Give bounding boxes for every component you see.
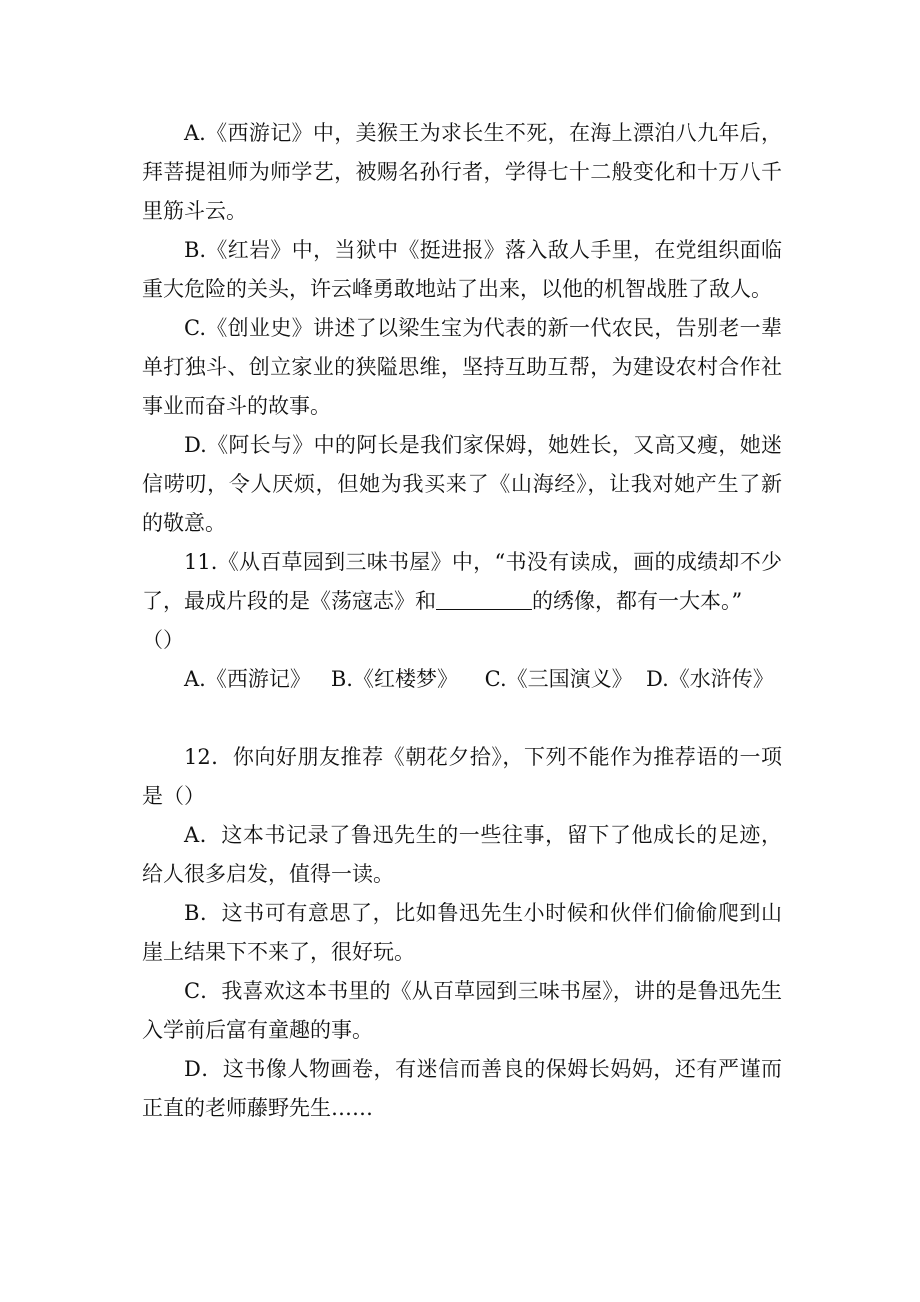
q10-option-a: A.《西游记》中，美猴王为求长生不死，在海上漂泊八九年后，拜菩提祖师为师学艺，被赐名孙行者，学得七十二般变化和十万八千里筋斗云。 <box>142 121 782 223</box>
q12-option-d: D．这书像人物画卷，有迷信而善良的保姆长妈妈，还有严谨而正直的老师藤野先生…… <box>142 1057 782 1120</box>
q10-option-c: C.《创业史》讲述了以梁生宝为代表的新一代农民，告别老一辈单打独斗、创立家业的狭隘思维，坚持互助互帮，为建设农村合作社事业而奋斗的故事。 <box>142 316 782 418</box>
q12-option-c: C．我喜欢这本书里的《从百草园到三味书屋》，讲的是鲁迅先生入学前后富有童趣的事。 <box>142 979 782 1042</box>
q11-answer-paren: （） <box>142 628 184 652</box>
q11-stem-after-blank: 的绣像，都有一大本。” <box>532 589 743 613</box>
q10-option-b: B.《红岩》中，当狱中《挺进报》落入敌人手里，在党组织面临重大危险的关头，许云峰勇敢地站了出来，以他的机智战胜了敌人。 <box>142 238 782 301</box>
q11-stem-before-blank: 11.《从百草园到三味书屋》中，“书没有读成，画的成绩却不少了，最成片段的是《荡寇志》和 <box>142 550 782 613</box>
q11-options: A.《西游记》 B.《红楼梦》 C.《三国演义》 D.《水浒传》 <box>184 667 774 691</box>
document-body <box>142 114 782 1128</box>
q12-stem: 12．你向好朋友推荐《朝花夕拾》，下列不能作为推荐语的一项是（） <box>142 745 782 808</box>
q11-answer-blank <box>436 587 532 610</box>
q10-option-d: D.《阿长与》中的阿长是我们家保姆，她姓长，又高又瘦，她迷信唠叨，令人厌烦，但她为我买来了《山海经》，让我对她产生了新的敬意。 <box>142 433 782 535</box>
q12-option-b: B．这书可有意思了，比如鲁迅先生小时候和伙伴们偷偷爬到山崖上结果下不来了，很好玩。 <box>142 901 782 964</box>
q12-option-a: A．这本书记录了鲁迅先生的一些往事，留下了他成长的足迹，给人很多启发，值得一读。 <box>142 823 782 886</box>
question-spacer <box>142 699 782 738</box>
q11-stem <box>142 543 782 660</box>
